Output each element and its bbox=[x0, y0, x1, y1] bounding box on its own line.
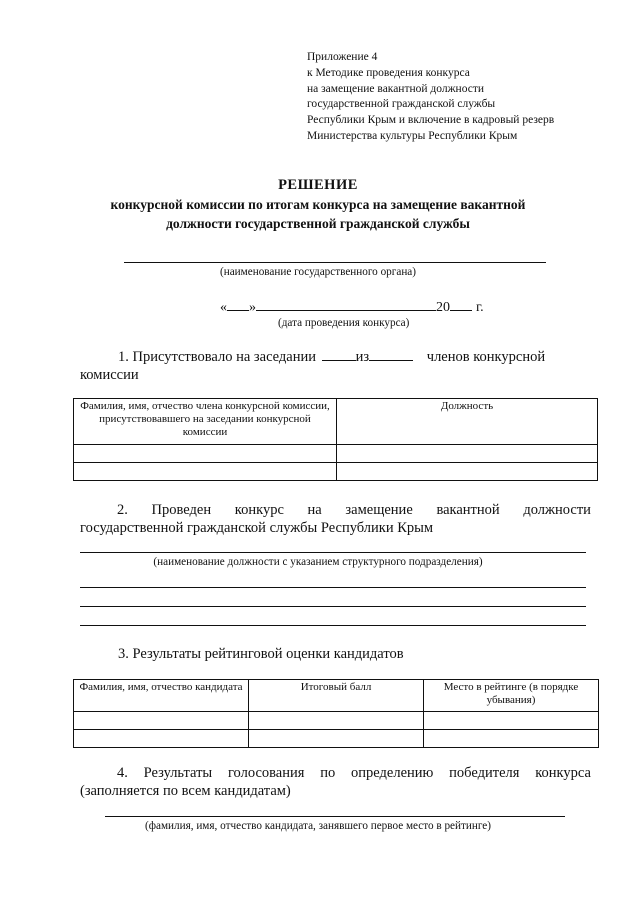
item4-word: конкурса bbox=[535, 765, 591, 781]
commission-members-table bbox=[73, 398, 598, 481]
day-field[interactable] bbox=[227, 310, 249, 311]
item1-line2: комиссии bbox=[80, 367, 139, 383]
quote-close: » bbox=[249, 300, 256, 315]
appendix-line: Приложение 4 bbox=[307, 51, 378, 63]
table-row bbox=[74, 730, 599, 748]
blank-line[interactable] bbox=[80, 587, 586, 588]
candidate-rating-table bbox=[73, 679, 599, 748]
table-cell[interactable] bbox=[337, 445, 598, 463]
item2-word: Проведен bbox=[151, 502, 212, 518]
item1-suffix: членов конкурсной bbox=[426, 349, 546, 365]
table-header-row bbox=[74, 680, 599, 712]
table-cell[interactable] bbox=[337, 463, 598, 481]
appendix-line: государственной гражданской службы bbox=[307, 98, 496, 111]
table-row bbox=[74, 463, 598, 481]
item2-word: должности bbox=[523, 502, 591, 518]
present-count-field[interactable] bbox=[322, 360, 356, 361]
item1-line1 bbox=[118, 348, 545, 367]
table-cell[interactable] bbox=[249, 730, 424, 748]
year-suffix: г. bbox=[476, 300, 484, 315]
item2-word: конкурс bbox=[234, 502, 284, 518]
item2-line2: государственной гражданской службы Республики Крым bbox=[80, 520, 434, 536]
item4-line2: (заполняется по всем кандидатам) bbox=[80, 783, 291, 799]
year-prefix: 20 bbox=[436, 300, 450, 315]
item1-prefix: 1. Присутствовало на заседании bbox=[118, 349, 317, 365]
appendix-line: к Методике проведения конкурса bbox=[307, 66, 470, 79]
document-subtitle bbox=[0, 195, 636, 233]
item4-word: победителя bbox=[449, 765, 520, 781]
position-name-caption: (наименование должности с указанием структурного подразделения) bbox=[153, 556, 483, 568]
winner-name-line[interactable] bbox=[105, 816, 565, 817]
table-header-row bbox=[74, 399, 598, 445]
appendix-note bbox=[307, 50, 554, 145]
month-field[interactable] bbox=[256, 310, 436, 311]
table-cell[interactable] bbox=[74, 730, 249, 748]
item2-line1 bbox=[117, 501, 591, 520]
table-cell[interactable] bbox=[249, 712, 424, 730]
item2-word: 2. bbox=[117, 502, 128, 518]
table-row bbox=[74, 712, 599, 730]
subtitle-line-2: должности государственной гражданской службы bbox=[166, 216, 470, 231]
org-name-line[interactable] bbox=[124, 262, 546, 263]
year-field[interactable] bbox=[450, 310, 472, 311]
table-cell[interactable] bbox=[424, 730, 599, 748]
org-name-caption: (наименование государственного органа) bbox=[220, 266, 416, 278]
date-caption: (дата проведения конкурса) bbox=[278, 317, 410, 329]
column-header-member-name: Фамилия, имя, отчество члена конкурсной комиссии, присутствовавшего на заседании конкурсной комиссии bbox=[74, 399, 337, 445]
item2-word: вакантной bbox=[436, 502, 500, 518]
appendix-line: Министерства культуры Республики Крым bbox=[307, 129, 518, 142]
item2-word: замещение bbox=[345, 502, 413, 518]
item4-word: 4. bbox=[117, 765, 128, 781]
winner-name-caption: (фамилия, имя, отчество кандидата, занявшего первое место в рейтинге) bbox=[145, 820, 491, 832]
item4-line1 bbox=[117, 764, 591, 783]
item4-word: Результаты bbox=[143, 765, 213, 781]
item1-middle: из bbox=[355, 349, 370, 365]
table-cell[interactable] bbox=[74, 463, 337, 481]
item2-word: на bbox=[307, 502, 322, 518]
column-header-total-score: Итоговый балл bbox=[249, 680, 424, 712]
date-line bbox=[220, 298, 484, 317]
column-header-position: Должность bbox=[337, 399, 598, 445]
table-row bbox=[74, 445, 598, 463]
quote-open: « bbox=[220, 300, 227, 315]
appendix-line: Республики Крым и включение в кадровый резерв bbox=[307, 114, 555, 127]
subtitle-line-1: конкурсной комиссии по итогам конкурса на замещение вакантной bbox=[110, 197, 526, 212]
position-name-line[interactable] bbox=[80, 552, 586, 553]
document-title: РЕШЕНИЕ bbox=[278, 177, 358, 193]
blank-line[interactable] bbox=[80, 625, 586, 626]
column-header-rating-place: Место в рейтинге (в порядке убывания) bbox=[424, 680, 599, 712]
column-header-candidate-name: Фамилия, имя, отчество кандидата bbox=[74, 680, 249, 712]
blank-line[interactable] bbox=[80, 606, 586, 607]
table-cell[interactable] bbox=[424, 712, 599, 730]
item4-word: по bbox=[320, 765, 336, 781]
item3-heading: 3. Результаты рейтинговой оценки кандидатов bbox=[118, 646, 404, 662]
total-count-field[interactable] bbox=[369, 360, 413, 361]
item4-word: голосования bbox=[227, 765, 305, 781]
table-cell[interactable] bbox=[74, 445, 337, 463]
item4-word: определению bbox=[351, 765, 434, 781]
table-cell[interactable] bbox=[74, 712, 249, 730]
appendix-line: на замещение вакантной должности bbox=[307, 82, 485, 95]
